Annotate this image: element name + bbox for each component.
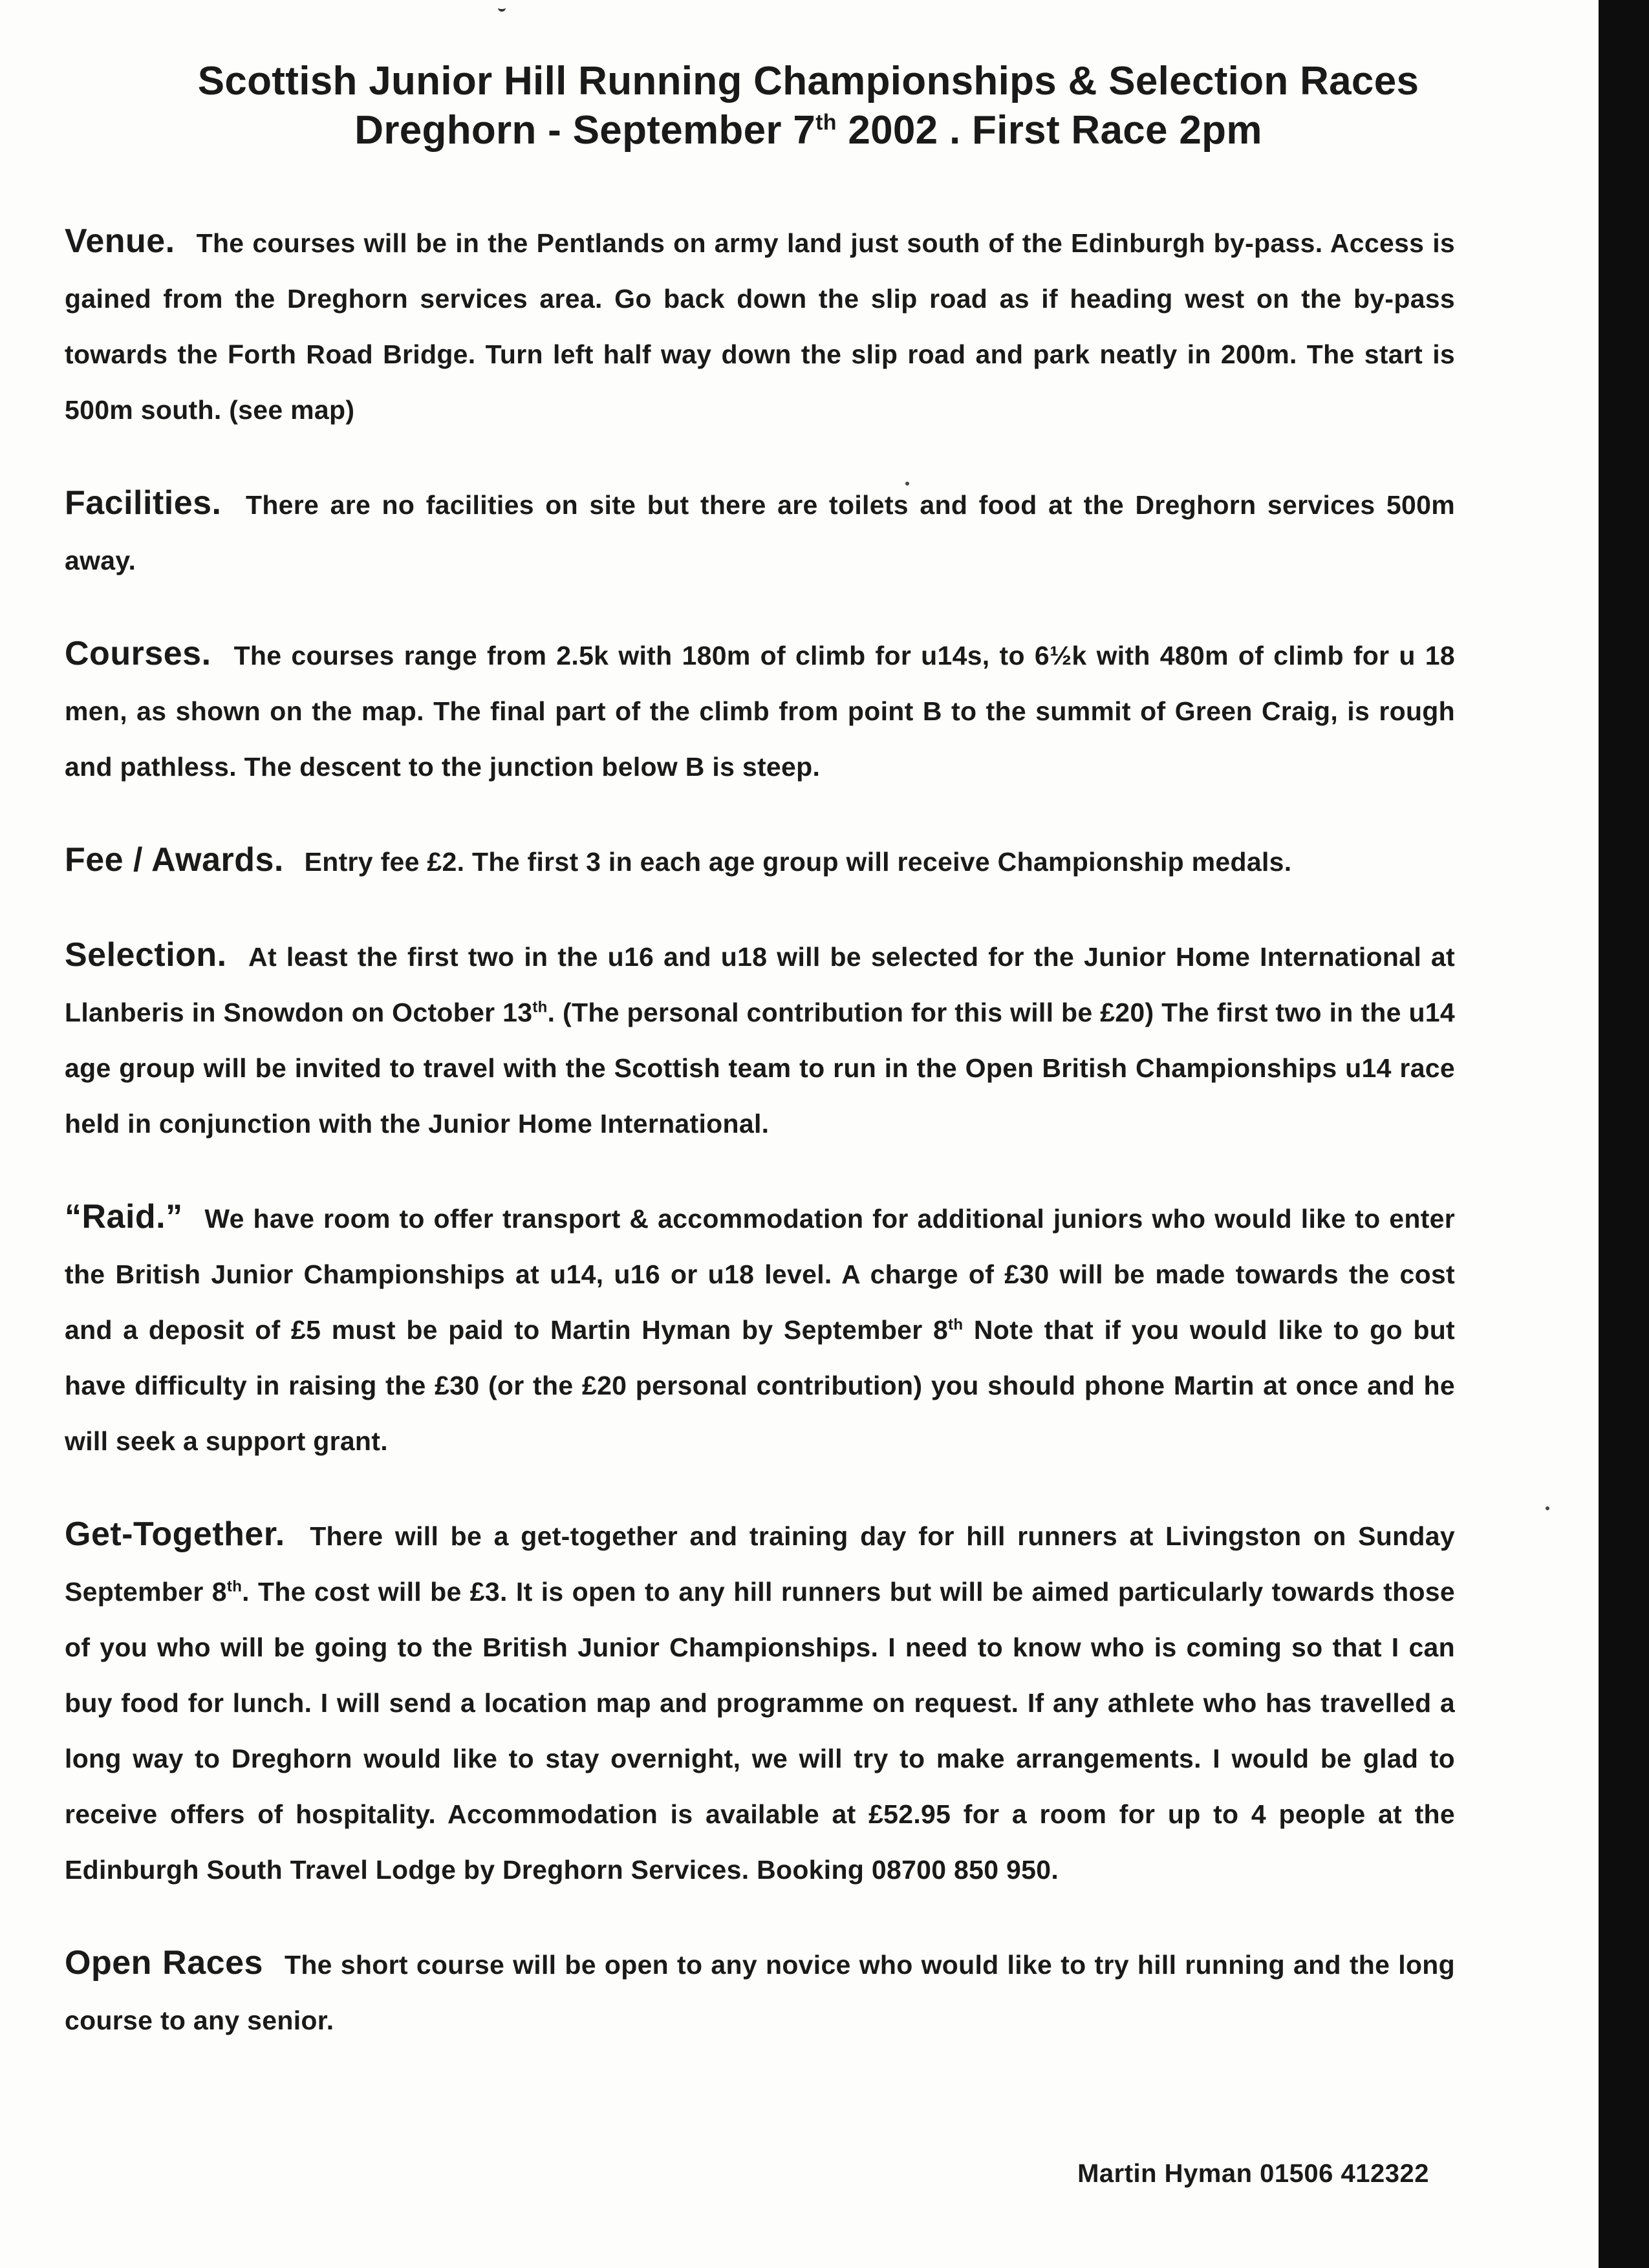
courses-heading: Courses. (65, 635, 211, 672)
section-facilities (65, 475, 1455, 588)
signature-contact: Martin Hyman 01506 412322 (1077, 2159, 1429, 2188)
scan-edge (1599, 0, 1649, 2268)
raid-text-b: Note that if you would like to go but have difficulty in raising the £30 (or the £20 personal contribution) you should phone Martin at once and he will seek a support grant. (65, 1315, 1455, 1456)
subtitle-race-time: 2002 . First Race 2pm (836, 108, 1262, 153)
get-together-text-b: . The cost will be £3. It is open to any hill runners but will be aimed particularly towards those of you who will be going to the British Junior Championships. I need to know who is coming so that I can buy food for lunch. I will send a location map and programme on request. If any athlete who has travelled a long way to Dreghorn would like to stay overnight, we will try to make arrangements. I would be glad to receive offers of hospitality. Accommodation is available at £52.95 for a room for up to 4 people at the Edinburgh South Travel Lodge by Dreghorn Services. Booking 08700 850 950. (65, 1577, 1456, 1885)
raid-heading: “Raid.” (65, 1198, 183, 1236)
document-subtitle (78, 106, 1539, 155)
section-courses (65, 626, 1455, 795)
venue-text: The courses will be in the Pentlands on army land just south of the Edinburgh by-pass. Access is gained from the Dreghorn services area. Go back down the slip road as if heading west on the by-pass towards the Forth Road Bridge. Turn left half way down the slip road and park neatly in 200m. The start is 500m south. (see map) (65, 228, 1455, 425)
get-together-text-a: There will be a get-together and training day for hill runners at Livingston on Sunday September 8 (65, 1521, 1455, 1607)
raid-text-a: We have room to offer transport & accommodation for additional juniors who would like to enter the British Junior Championships at u14, u16 or u18 level. A charge of £30 will be made towards the cost and a deposit of £5 must be paid to Martin Hyman by September 8 (65, 1204, 1455, 1345)
selection-ordinal: th (532, 998, 548, 1016)
open-races-text: The short course will be open to any novice who would like to try hill running and the long course to any senior. (65, 1950, 1455, 2035)
document-body (65, 213, 1455, 2086)
section-get-together (65, 1506, 1455, 1898)
section-venue (65, 213, 1455, 438)
section-open-races (65, 1935, 1455, 2048)
raid-ordinal: th (948, 1316, 964, 1334)
get-together-heading: Get-Together. (65, 1515, 285, 1553)
open-races-heading: Open Races (65, 1944, 263, 1982)
document-header (78, 57, 1539, 155)
selection-text-a: At least the first two in the u16 and u18 will be selected for the Junior Home International at Llanberis in Snowdon on October 13 (65, 942, 1455, 1027)
facilities-text: There are no facilities on site but there are toilets and food at the Dreghorn services 500m away. (65, 490, 1455, 575)
document-title: Scottish Junior Hill Running Championships & Selection Races (197, 59, 1419, 103)
selection-text-b: . (The personal contribution for this will be £20) The first two in the u14 age group will be invited to travel with the Scottish team to run in the Open British Championships u14 race held in conjunction with the Junior Home International. (65, 998, 1456, 1139)
fee-text: Entry fee £2. The first 3 in each age group will receive Championship medals. (304, 847, 1292, 877)
section-selection (65, 927, 1455, 1151)
facilities-heading: Facilities. (65, 484, 222, 522)
venue-heading: Venue. (65, 222, 175, 260)
get-together-ordinal: th (226, 1578, 242, 1596)
courses-text: The courses range from 2.5k with 180m of climb for u14s, to 6½k with 480m of climb for u 18 men, as shown on the map. The final part of the climb from point B to the summit of Green Craig, is rough and pathless. The descent to the junction below B is steep. (65, 641, 1455, 782)
scan-speck (905, 482, 909, 486)
scan-mark (498, 0, 506, 12)
section-fee-awards (65, 832, 1455, 890)
subtitle-date: Dreghorn - September 7 (354, 108, 816, 153)
subtitle-ordinal: th (815, 110, 837, 135)
section-raid (65, 1189, 1455, 1469)
selection-heading: Selection. (65, 936, 227, 974)
scan-speck (1546, 1506, 1549, 1510)
fee-heading: Fee / Awards. (65, 841, 284, 879)
